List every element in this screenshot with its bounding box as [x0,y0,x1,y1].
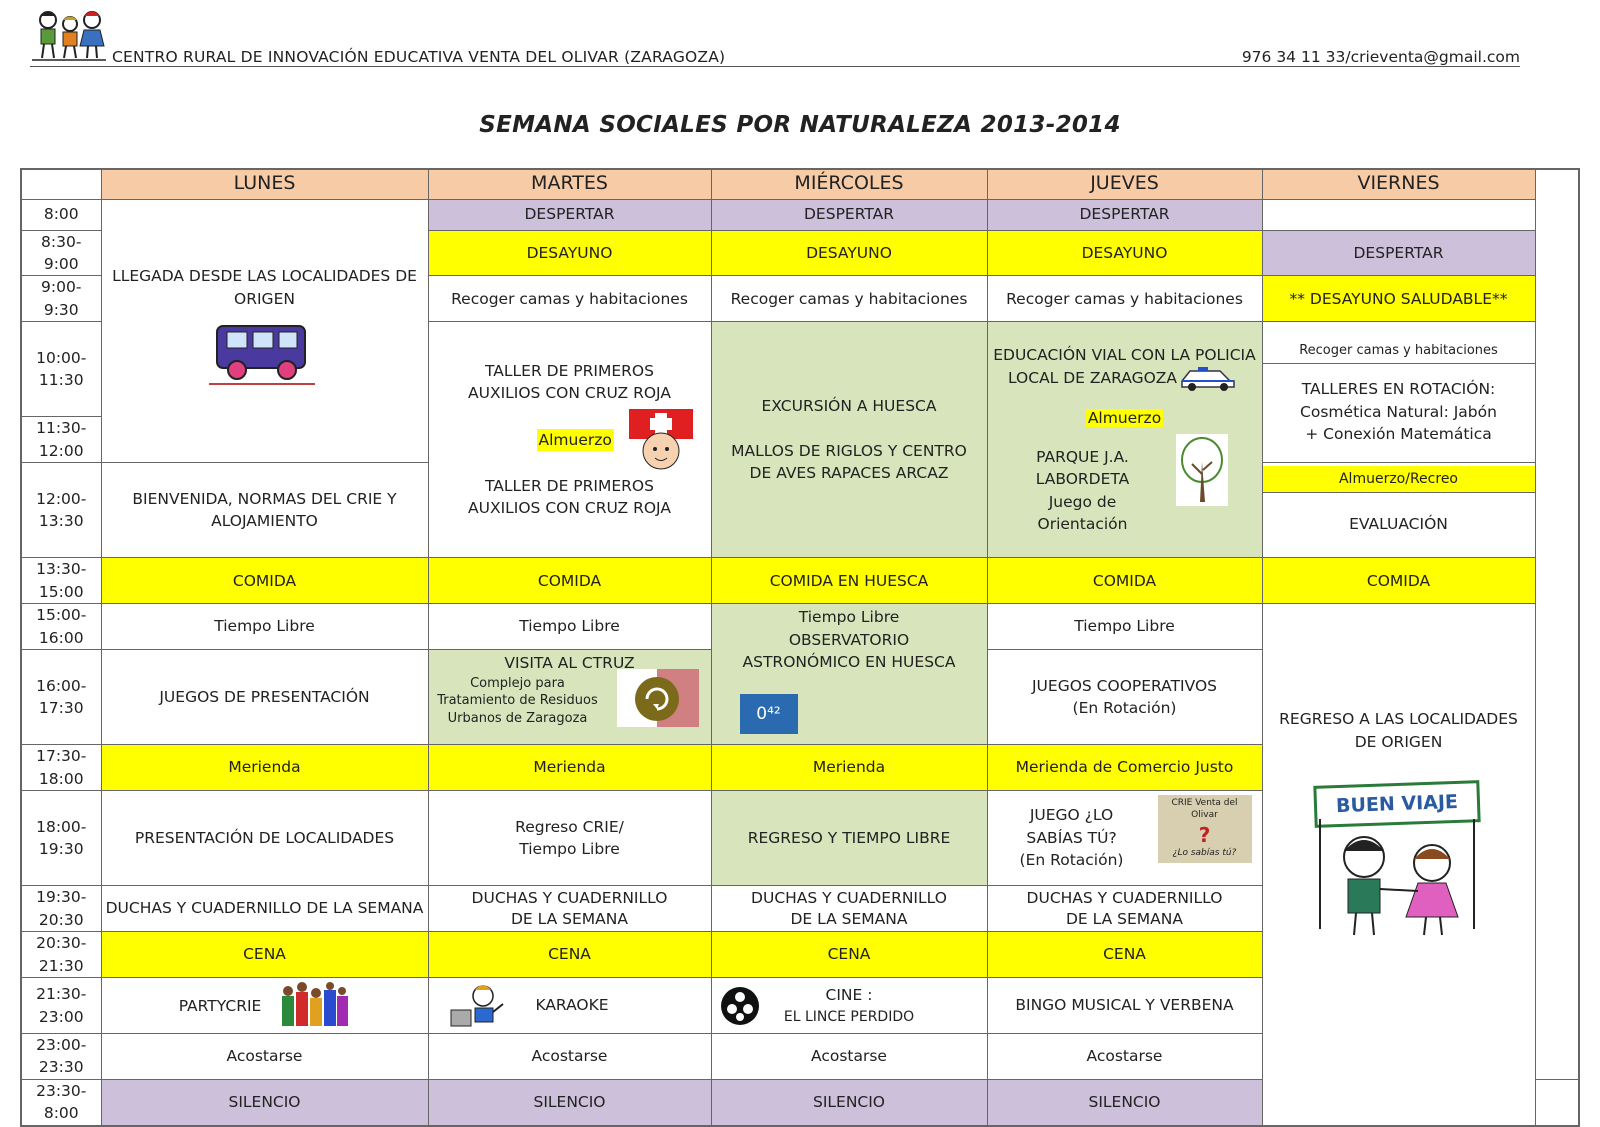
time-cell: 9:00-9:30 [21,276,101,322]
lunes-merienda: Merienda [101,745,428,791]
lo-sabias-small: CRIE Venta del Olivar [1171,798,1238,820]
jueves-juegos-cell [987,650,1262,745]
time-cell: 17:30-18:00 [21,745,101,791]
day-miercoles: MIÉRCOLES [711,169,987,199]
jueves-recoger: Recoger camas y habitaciones [987,276,1262,322]
time-cell: 19:30-20:30 [21,886,101,932]
header-divider [30,66,1520,67]
lunes-silencio: SILENCIO [101,1079,428,1125]
jueves-comida: COMIDA [987,558,1262,604]
jueves-parque-3: Juego de Orientación [1037,492,1128,534]
jueves-parque-2: LABORDETA [1035,470,1130,489]
time-cell: 13:30-15:00 [21,558,101,604]
lunes-juegos: JUEGOS DE PRESENTACIÓN [101,650,428,745]
lunes-presentacion: PRESENTACIÓN DE LOCALIDADES [101,791,428,886]
jueves-cena: CENA [987,932,1262,978]
viernes-talleres-2: Cosmética Natural: Jabón [1300,402,1497,421]
jueves-vial-2: LOCAL DE ZARAGOZA [1007,368,1178,387]
miercoles-comida: COMIDA EN HUESCA [711,558,987,604]
center-name: CENTRO RURAL DE INNOVACIÓN EDUCATIVA VENTA DEL OLIVAR (ZARAGOZA) [112,48,726,66]
miercoles-mallos: MALLOS DE RIGLOS Y CENTRO DE AVES RAPACES ARCAZ [731,441,967,483]
martes-visita-cell [428,650,711,745]
row-1500 [21,604,1579,650]
van-icon [205,316,325,396]
time-cell: 16:00-17:30 [21,650,101,745]
corner-cell [21,169,101,199]
jueves-duchas: DUCHAS Y CUADERNILLO DE LA SEMANA [987,886,1262,932]
miercoles-duchas: DUCHAS Y CUADERNILLO DE LA SEMANA [711,886,987,932]
time-cell: 12:00-13:30 [21,463,101,558]
miercoles-excursion: EXCURSIÓN A HUESCA [761,397,937,416]
tree-icon [1176,434,1228,506]
viernes-comida: COMIDA [1262,558,1535,604]
viernes-despertar: DESPERTAR [1262,230,1535,276]
jueves-juego-cell [987,791,1262,886]
day-martes: MARTES [428,169,711,199]
martes-almuerzo: Almuerzo [537,429,614,451]
karaoke-singer-icon [447,982,509,1030]
question-icon: ? [1198,822,1211,847]
viernes-evaluacion: EVALUACIÓN [1349,514,1448,533]
miercoles-cena: CENA [711,932,987,978]
time-cell: 8:30-9:00 [21,230,101,276]
day-jueves: JUEVES [987,169,1262,199]
martes-complejo: Complejo para Tratamiento de Residuos Urbanos de Zaragoza [437,675,598,726]
miercoles-despertar: DESPERTAR [711,199,987,230]
miercoles-tiempo-libre: Tiempo Libre [798,608,900,627]
jueves-merienda: Merienda de Comercio Justo [987,745,1262,791]
viernes-regreso-cell [1262,604,1535,1126]
jueves-coop-2: (En Rotación) [1072,699,1177,718]
martes-karaoke: KARAOKE [535,996,609,1015]
martes-visita: VISITA AL CTRUZ [504,654,635,673]
jueves-juego-3: (En Rotación) [1019,851,1124,870]
miercoles-observatorio-cell [711,604,987,745]
jueves-juego-1: JUEGO ¿LO [1029,806,1114,825]
jueves-tiempo-libre: Tiempo Libre [987,604,1262,650]
dancers-icon [280,982,350,1030]
lo-sabias-card [1158,795,1252,863]
jueves-desayuno: DESAYUNO [987,230,1262,276]
martes-tiempo-libre: Tiempo Libre [428,604,711,650]
miercoles-merienda: Merienda [711,745,987,791]
miercoles-desayuno: DESAYUNO [711,230,987,276]
miercoles-cine-1: CINE : [825,986,873,1005]
lunes-llegada-cell [101,199,428,463]
time-cell: 18:00-19:30 [21,791,101,886]
observatorio-logo-icon: 0⁴² [740,694,798,734]
day-lunes: LUNES [101,169,428,199]
miercoles-cine-cell [711,978,987,1034]
lunes-comida: COMIDA [101,558,428,604]
martes-despertar: DESPERTAR [428,199,711,230]
miercoles-excursion-cell [711,322,987,558]
time-cell: 21:30-23:00 [21,978,101,1034]
martes-taller-cell [428,322,711,558]
miercoles-cine-2: EL LINCE PERDIDO [783,1008,915,1025]
martes-duchas: DUCHAS Y CUADERNILLO DE LA SEMANA [428,886,711,932]
nurse-icon [625,405,697,475]
lunes-partycrie-cell [101,978,428,1034]
miercoles-observatorio: OBSERVATORIO ASTRONÓMICO EN HUESCA [742,630,956,672]
day-viernes: VIERNES [1262,169,1535,199]
lunes-cena: CENA [101,932,428,978]
lunes-acostarse: Acostarse [101,1034,428,1080]
time-cell: 15:00-16:00 [21,604,101,650]
time-cell: 10:00-11:30 [21,322,101,417]
lunes-tiempo-libre: Tiempo Libre [101,604,428,650]
martes-desayuno: DESAYUNO [428,230,711,276]
lunes-partycrie: PARTYCRIE [178,996,262,1015]
martes-silencio: SILENCIO [428,1079,711,1125]
martes-regreso-cell [428,791,711,886]
schedule-table [20,168,1580,1127]
kids-logo-icon [30,8,108,64]
viernes-talleres-1: TALLERES EN ROTACIÓN: [1301,380,1496,399]
buen-viaje-banner: BUEN VIAJE [1313,780,1480,828]
martes-cena: CENA [428,932,711,978]
jueves-silencio: SILENCIO [987,1079,1262,1125]
contact-info: 976 34 11 33/crieventa@gmail.com [1241,48,1520,66]
martes-taller-2: TALLER DE PRIMEROS AUXILIOS CON CRUZ ROJA [468,476,671,518]
police-car-icon [1178,363,1238,391]
viernes-empty-0800 [1262,199,1535,230]
time-cell: 20:30-21:30 [21,932,101,978]
jueves-acostarse: Acostarse [987,1034,1262,1080]
martes-recoger: Recoger camas y habitaciones [428,276,711,322]
viernes-talleres-3: + Conexión Matemática [1305,425,1492,443]
miercoles-silencio: SILENCIO [711,1079,987,1125]
martes-taller-1: TALLER DE PRIMEROS AUXILIOS CON CRUZ ROJA [468,361,671,403]
viernes-empty-2330 [1535,1079,1579,1125]
lo-sabias-caption: ¿Lo sabías tú? [1172,847,1237,858]
time-cell: 11:30-12:00 [21,417,101,463]
jueves-coop-1: JUEGOS COOPERATIVOS [1031,676,1217,695]
time-cell: 23:00-23:30 [21,1034,101,1080]
viernes-almuerzo: Almuerzo/Recreo [1263,466,1535,493]
martes-regreso-2: Tiempo Libre [519,840,620,859]
buen-viaje-illustration [1314,779,1484,939]
jueves-vial-cell [987,322,1262,558]
kids-holding-banner-icon [1314,819,1484,939]
film-camera-icon [720,983,760,1029]
miercoles-regreso: REGRESO Y TIEMPO LIBRE [711,791,987,886]
viernes-regreso: REGRESO A LAS LOCALIDADES DE ORIGEN [1279,710,1518,751]
time-cell: 23:30-8:00 [21,1079,101,1125]
martes-merienda: Merienda [428,745,711,791]
jueves-bingo: BINGO MUSICAL Y VERBENA [987,978,1262,1034]
viernes-talleres-cell [1262,322,1535,463]
jueves-parque-1: PARQUE J.A. [1036,447,1129,466]
lunes-llegada: LLEGADA DESDE LAS LOCALIDADES DE ORIGEN [112,267,417,308]
jueves-vial-1: EDUCACIÓN VIAL CON LA POLICIA [993,346,1256,365]
jueves-juego-2: SABÍAS TÚ? [1026,828,1117,847]
martes-acostarse: Acostarse [428,1034,711,1080]
row-1330 [21,558,1579,604]
viernes-recoger: Recoger camas y habitaciones [1263,338,1535,364]
jueves-despertar: DESPERTAR [987,199,1262,230]
viernes-desayuno: ** DESAYUNO SALUDABLE** [1262,276,1535,322]
page-title: SEMANA SOCIALES POR NATURALEZA 2013-2014 [479,112,1121,138]
miercoles-acostarse: Acostarse [711,1034,987,1080]
martes-karaoke-cell [428,978,711,1034]
lunes-duchas: DUCHAS Y CUADERNILLO DE LA SEMANA [101,886,428,932]
viernes-almuerzo-evaluacion-cell [1262,463,1535,558]
miercoles-recoger: Recoger camas y habitaciones [711,276,987,322]
days-header-row [21,169,1579,199]
martes-comida: COMIDA [428,558,711,604]
jueves-almuerzo: Almuerzo [1087,409,1162,428]
time-cell: 8:00 [21,199,101,230]
row-0800 [21,199,1579,230]
recycling-icon [617,669,699,727]
martes-regreso-1: Regreso CRIE/ [515,817,624,836]
lunes-bienvenida: BIENVENIDA, NORMAS DEL CRIE Y ALOJAMIENTO [101,463,428,558]
